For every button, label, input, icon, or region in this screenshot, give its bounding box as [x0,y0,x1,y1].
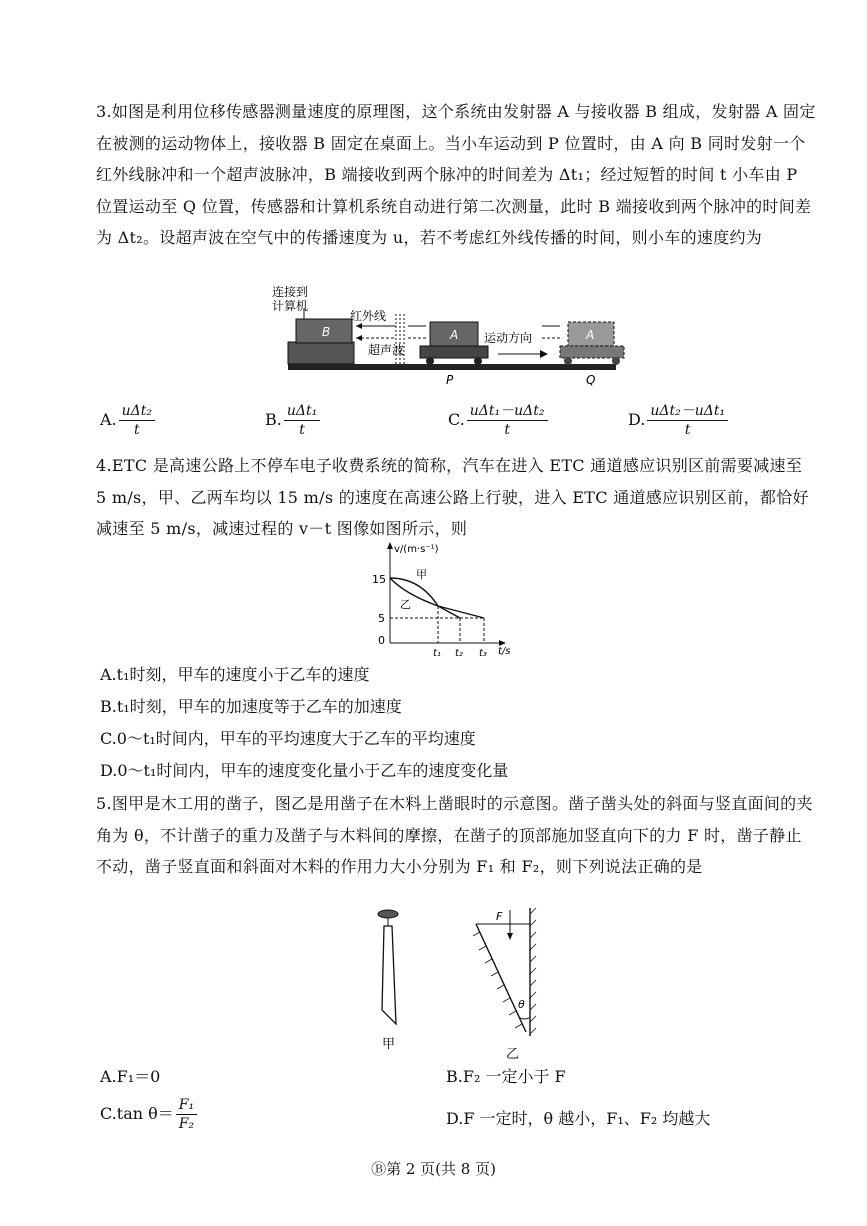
q3-stem-text: 如图是利用位移传感器测量速度的原理图，这个系统由发射器 A 与接收器 B 组成，发射器 A 固定在被测的运动物体上，接收器 B 固定在桌面上。当小车运动到 P 位置时，由 A 向 B 同时发射一个红外线脉冲和一个超声波脉冲，B 端接收到两个脉冲的时间差为 Δt₁；经过短暂的时间 t 小车由 P 位置运动至 Q 位置，传感器和计算机系统自动进行第二次测量，此时 B 端接收到两个脉冲的时间差为 Δt₂。设超声波在空气中的传播速度为 u，若不考虑红外线传播的时间，则小车的速度约为 [96,102,816,247]
q5-option-d: D.F 一定时，θ 越小，F₁、F₂ 均越大 [446,1109,711,1128]
q4-stem-text: ETC 是高速公路上不停车电子收费系统的简称，汽车在进入 ETC 通道感应识别区前需要减速至 5 m/s，甲、乙两车均以 15 m/s 的速度在高速公路上行驶，进入 ETC 通道感应识别区前，都恰好减速至 5 m/s，减速过程的 v－t 图像如图所示，则 [96,456,809,538]
label-theta: θ [518,998,525,1011]
q4-option-c: C.0～t₁时间内，甲车的平均速度大于乙车的平均速度 [100,729,476,748]
tick-0: 0 [378,634,385,647]
tick-5: 5 [378,612,385,625]
q5-option-b: B.F₂ 一定小于 F [446,1067,566,1086]
q3-option-b: B. $\frac{\text{uΔt₁}}{t}$ [265,402,320,439]
q5-figure [360,906,560,1066]
q3-option-a: A. $\frac{\text{uΔt₂}}{t}$ [100,402,155,439]
label-computer: 计算机 [272,299,309,313]
tick-t1: t₁ [433,648,441,658]
q5-option-a: A.F₁＝0 [100,1067,161,1086]
q5-stem-text: 图甲是木工用的凿子，图乙是用凿子在木料上凿眼时的示意图。凿子凿头处的斜面与竖直面间的夹角为 θ，不计凿子的重力及凿子与木料间的摩擦，在凿子的顶部施加竖直向下的力 F 时，凿子静止不动，凿子竖直面和斜面对木料的作用力大小分别为 F₁ 和 F₂，则下列说法正确的是 [96,794,813,876]
label-direction: 运动方向 [484,331,533,345]
label-ultrasonic: 超声波 [368,343,405,357]
label-b: B [322,325,331,339]
track [288,364,616,370]
q4-stem [96,450,816,545]
label-infrared: 红外线 [350,309,387,323]
q4-vt-graph [360,538,520,658]
q4-option-b: B.t₁时刻，甲车的加速度等于乙车的加速度 [100,697,402,716]
y-axis-label: v/(m·s⁻¹) [394,544,439,555]
tick-t2: t₂ [455,648,463,658]
cart-p [420,346,488,358]
q3-figure [270,284,630,389]
tick-t3: t₃ [479,648,487,658]
q4-number: 4. [96,456,112,475]
label-f: F [496,910,503,923]
slope [476,924,526,1032]
q4-option-a: A.t₁时刻，甲车的速度小于乙车的速度 [100,665,370,684]
label-a: A [450,328,459,342]
label-jia: 甲 [416,568,427,581]
base-block [288,342,354,364]
tick-15: 15 [372,573,386,586]
chisel-head [378,910,398,918]
q5-stem [96,788,816,883]
q3-option-d: D. $\frac{\text{uΔt₂－uΔt₁}}{t}$ [628,402,728,439]
x-axis-label: t/s [498,646,511,657]
q3-option-c: C. $\frac{\text{uΔt₁－uΔt₂}}{t}$ [448,402,548,439]
label-jia-fig: 甲 [382,1037,396,1052]
q5-number: 5. [96,794,112,813]
chisel-body [382,926,396,1024]
label-yi-fig: 乙 [506,1047,520,1062]
label-q: Q [586,373,596,387]
q5-option-c: C.tan θ＝ $\frac{\text{F₁}}{\text{F₂}}$ [100,1096,197,1133]
q3-number: 3. [96,102,112,121]
q3-stem [96,96,816,254]
label-a-q: A [586,328,595,342]
q4-option-d: D.0～t₁时间内，甲车的速度变化量小于乙车的速度变化量 [100,761,509,780]
page-footer: Ⓑ第 2 页(共 8 页) [371,1160,496,1178]
cart-q [560,346,624,358]
label-connect: 连接到 [272,285,309,299]
label-yi: 乙 [400,598,411,611]
label-p: P [446,373,454,387]
